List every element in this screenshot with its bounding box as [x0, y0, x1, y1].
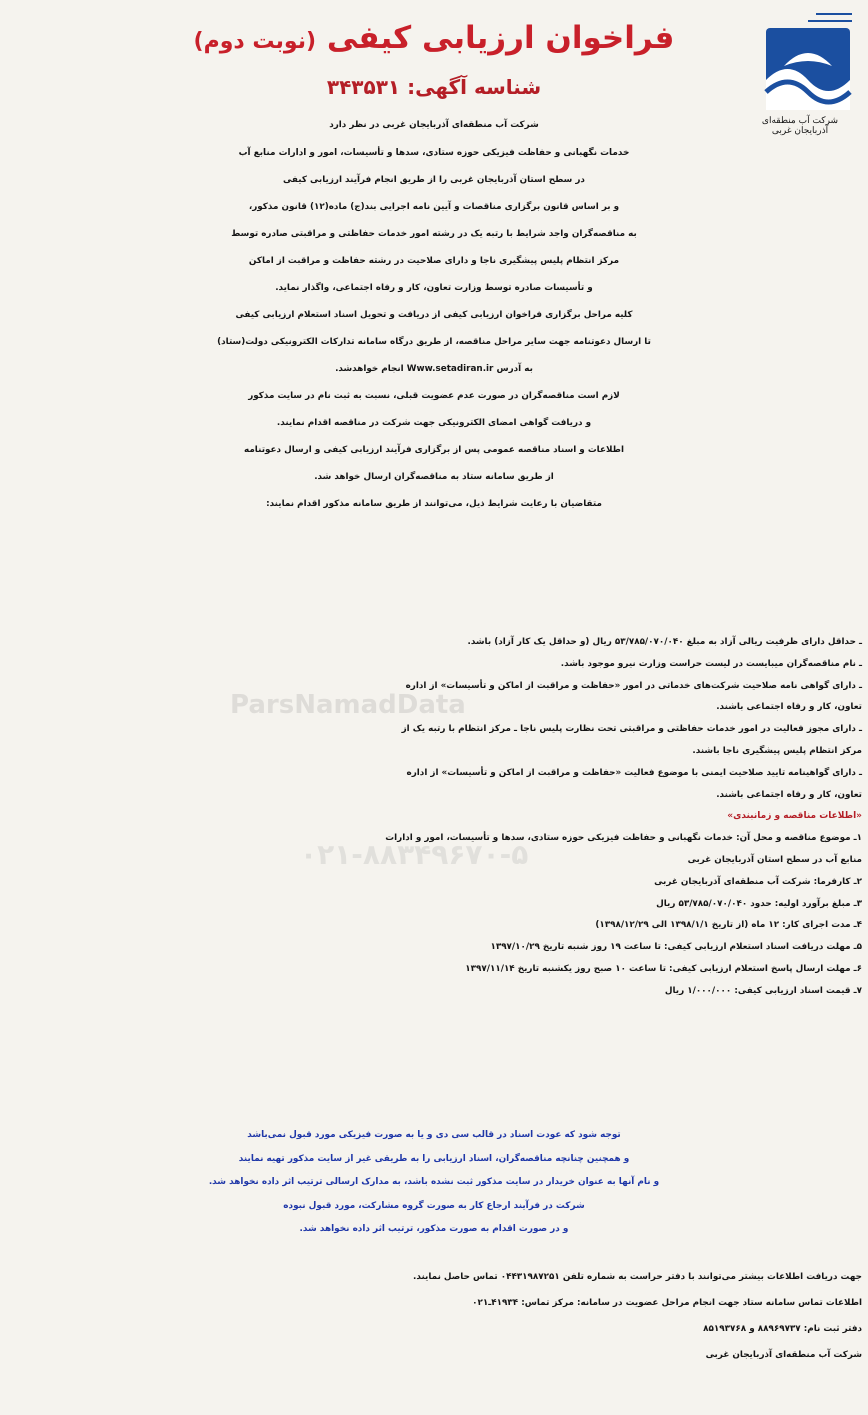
detail-line: ۴ـ مدت اجرای کار: ۱۲ ماه (از تاریخ ۱۳۹۸/۱/۱ الی ۱۳۹۸/۱۲/۲۹)	[595, 920, 862, 931]
intro-line: لازم است مناقصه‌گران در صورت عدم عضویت قبلی، نسبت به ثبت نام در سایت مذکور	[248, 391, 620, 401]
detail-line: ۷ـ قیمت اسناد ارزیابی کیفی: ۱/۰۰۰/۰۰۰ ریال	[664, 985, 862, 996]
logo-caption: شرکت آب منطقه‌ای آذربایجان غربی	[761, 116, 839, 136]
contact-line: دفتر ثبت نام: ۸۸۹۶۹۷۳۷ و ۸۵۱۹۳۷۶۸	[703, 1324, 862, 1334]
title-note: (نوبت دوم)	[193, 29, 317, 54]
note-line: و در صورت اقدام به صورت مذکور، ترتیب اثر داده نخواهد شد.	[299, 1224, 569, 1235]
signature-line: شرکت آب منطقه‌ای آذربایجان غربی	[705, 1350, 862, 1360]
detail-line: ۳ـ مبلغ برآورد اولیه: حدود ۵۳/۷۸۵/۰۷۰/۰۴۰ ریال	[656, 898, 862, 909]
detail-line: منابع آب در سطح استان آذربایجان غربی	[687, 854, 862, 865]
intro-line: از طریق سامانه ستاد به مناقصه‌گران ارسال خواهد شد.	[314, 472, 554, 482]
intro-section	[0, 112, 868, 518]
notes-section	[0, 1124, 868, 1242]
detail-line: ۵ـ مهلت دریافت اسناد استعلام ارزیابی کیفی: تا ساعت ۱۹ روز شنبه تاریخ ۱۳۹۷/۱۰/۲۹	[490, 942, 862, 953]
requirement-line: مرکز انتظام پلیس پیشگیری ناجا باشند.	[692, 745, 862, 756]
requirement-line: تعاون، کار و رفاه اجتماعی باشند.	[716, 702, 862, 713]
note-line: و همچنین چنانچه مناقصه‌گران، اسناد ارزیابی را به طریقی غیر از سایت مذکور تهیه نمایند	[238, 1153, 630, 1164]
contact-line: جهت دریافت اطلاعات بیشتر می‌توانند با دفتر حراست به شماره تلفن ۰۴۴۳۱۹۸۷۲۵۱ تماس حاصل نمایند.	[413, 1272, 862, 1282]
requirement-line: ـ نام مناقصه‌گران میبایست در لیست حراست وزارت نیرو موجود باشد.	[560, 658, 862, 669]
note-line: شرکت در فرآیند ارجاع کار به صورت گروه مشارکت، مورد قبول نبوده	[283, 1200, 585, 1211]
intro-line: شرکت آب منطقه‌ای آذربایجان غربی در نظر دارد	[329, 120, 539, 130]
requirement-line: ـ دارای گواهی نامه صلاحیت شرکت‌های خدماتی در امور «حفاظت و مراقبت از اماکن و تأسیسات» از اداره	[405, 680, 862, 691]
note-line: توجه شود که عودت اسناد در قالب سی دی و یا به صورت فیزیکی مورد قبول نمی‌باشد	[247, 1130, 621, 1140]
intro-line: متقاضیان با رعایت شرایط ذیل، می‌توانند از طریق سامانه مذکور اقدام نمایند:	[266, 499, 602, 509]
requirements-section	[0, 632, 862, 1003]
contact-section	[0, 1264, 862, 1368]
intro-line: و بر اساس قانون برگزاری مناقصات و آیین نامه اجرایی بند(ج) ماده(۱۲) قانون مذکور،	[248, 202, 620, 212]
requirement-line: ـ دارای گواهینامه تایید صلاحیت ایمنی با موضوع فعالیت «حفاظت و مراقبت از اماکن و تأسیسات» از اداره	[406, 767, 862, 778]
intro-line: و دریافت گواهی امضای الکترونیکی جهت شرکت در مناقصه اقدام نمایند.	[276, 418, 592, 428]
requirement-line: ـ دارای مجوز فعالیت در امور خدمات حفاظتی و مراقبتی تحت نظارت پلیس ناجا ـ مرکز انتظام با رتبه یک از	[401, 724, 862, 735]
detail-line: ۲ـ کارفرما: شرکت آب منطقه‌ای آذربایجان غربی	[654, 876, 862, 887]
intro-line: به مناقصه‌گران واجد شرایط با رتبه یک در رشته امور خدمات حفاظتی و مراقبتی صادره توسط	[231, 229, 637, 239]
intro-line: اطلاعات و اسناد مناقصه عمومی پس از برگزاری فرآیند ارزیابی کیفی و ارسال دعوتنامه	[244, 445, 624, 455]
watermark-phone: ۰۲۱-۸۸۳۴۹۶۷۰-۵	[300, 838, 529, 871]
intro-line: و تأسیسات صادره توسط وزارت تعاون، کار و رفاه اجتماعی، واگذار نماید.	[275, 283, 593, 293]
intro-line: در سطح استان آذربایجان غربی را از طریق انجام فرآیند ارزیابی کیفی	[283, 175, 585, 185]
requirement-line: ـ حداقل دارای ظرفیت ریالی آزاد به مبلغ ۵۳/۷۸۵/۰۷۰/۰۴۰ ریال (و حداقل یک کار آزاد) باشد.	[467, 637, 862, 647]
note-line: و نام آنها به عنوان خریدار در سایت مذکور ثبت نشده باشد، به مدارک ارسالی ترتیب اثر داده نخواهد شد.	[208, 1177, 660, 1188]
page-title	[0, 18, 868, 62]
intro-line: تا ارسال دعوتنامه جهت سایر مراحل مناقصه، از طریق درگاه سامانه تدارکات الکترونیکی دولت(ستاد)	[217, 337, 651, 347]
watermark-text: ParsNamadData	[230, 690, 466, 720]
requirement-line: تعاون، کار و رفاه اجتماعی باشند.	[716, 789, 862, 800]
detail-line: ۱ـ موضوع مناقصه و محل آن: خدمات نگهبانی و حفاظت فیزیکی حوزه ستادی، سدها و تأسیسات، امور و ادارات	[385, 833, 862, 844]
contact-line: اطلاعات تماس سامانه ستاد جهت انجام مراحل عضویت در سامانه: مرکز تماس: ۴۱۹۳۴ـ۰۲۱	[472, 1298, 862, 1308]
ad-id: شناسه آگهی: ۳۴۳۵۳۱	[326, 75, 542, 99]
intro-line: مرکز انتظام پلیس پیشگیری ناجا و دارای صلاحیت در رشته حفاظت و مراقبت از اماکن	[248, 256, 620, 266]
section-title: «اطلاعات مناقصه و زمانبندی»	[727, 811, 862, 822]
intro-line: به آدرس Www.setadiran.ir انجام خواهدشد.	[335, 364, 533, 374]
intro-line: کلیه مراحل برگزاری فراخوان ارزیابی کیفی از دریافت و تحویل اسناد استعلام ارزیابی کیفی	[235, 310, 633, 320]
intro-headline: خدمات نگهبانی و حفاظت فیزیکی حوزه ستادی، سدها و تأسیسات، امور و ادارات منابع آب	[238, 148, 630, 158]
title-main: فراخوان ارزیابی کیفی	[326, 20, 675, 56]
detail-line: ۶ـ مهلت ارسال پاسخ استعلام ارزیابی کیفی: تا ساعت ۱۰ صبح روز یکشنبه تاریخ ۱۳۹۷/۱۱/۱۴	[465, 963, 862, 974]
